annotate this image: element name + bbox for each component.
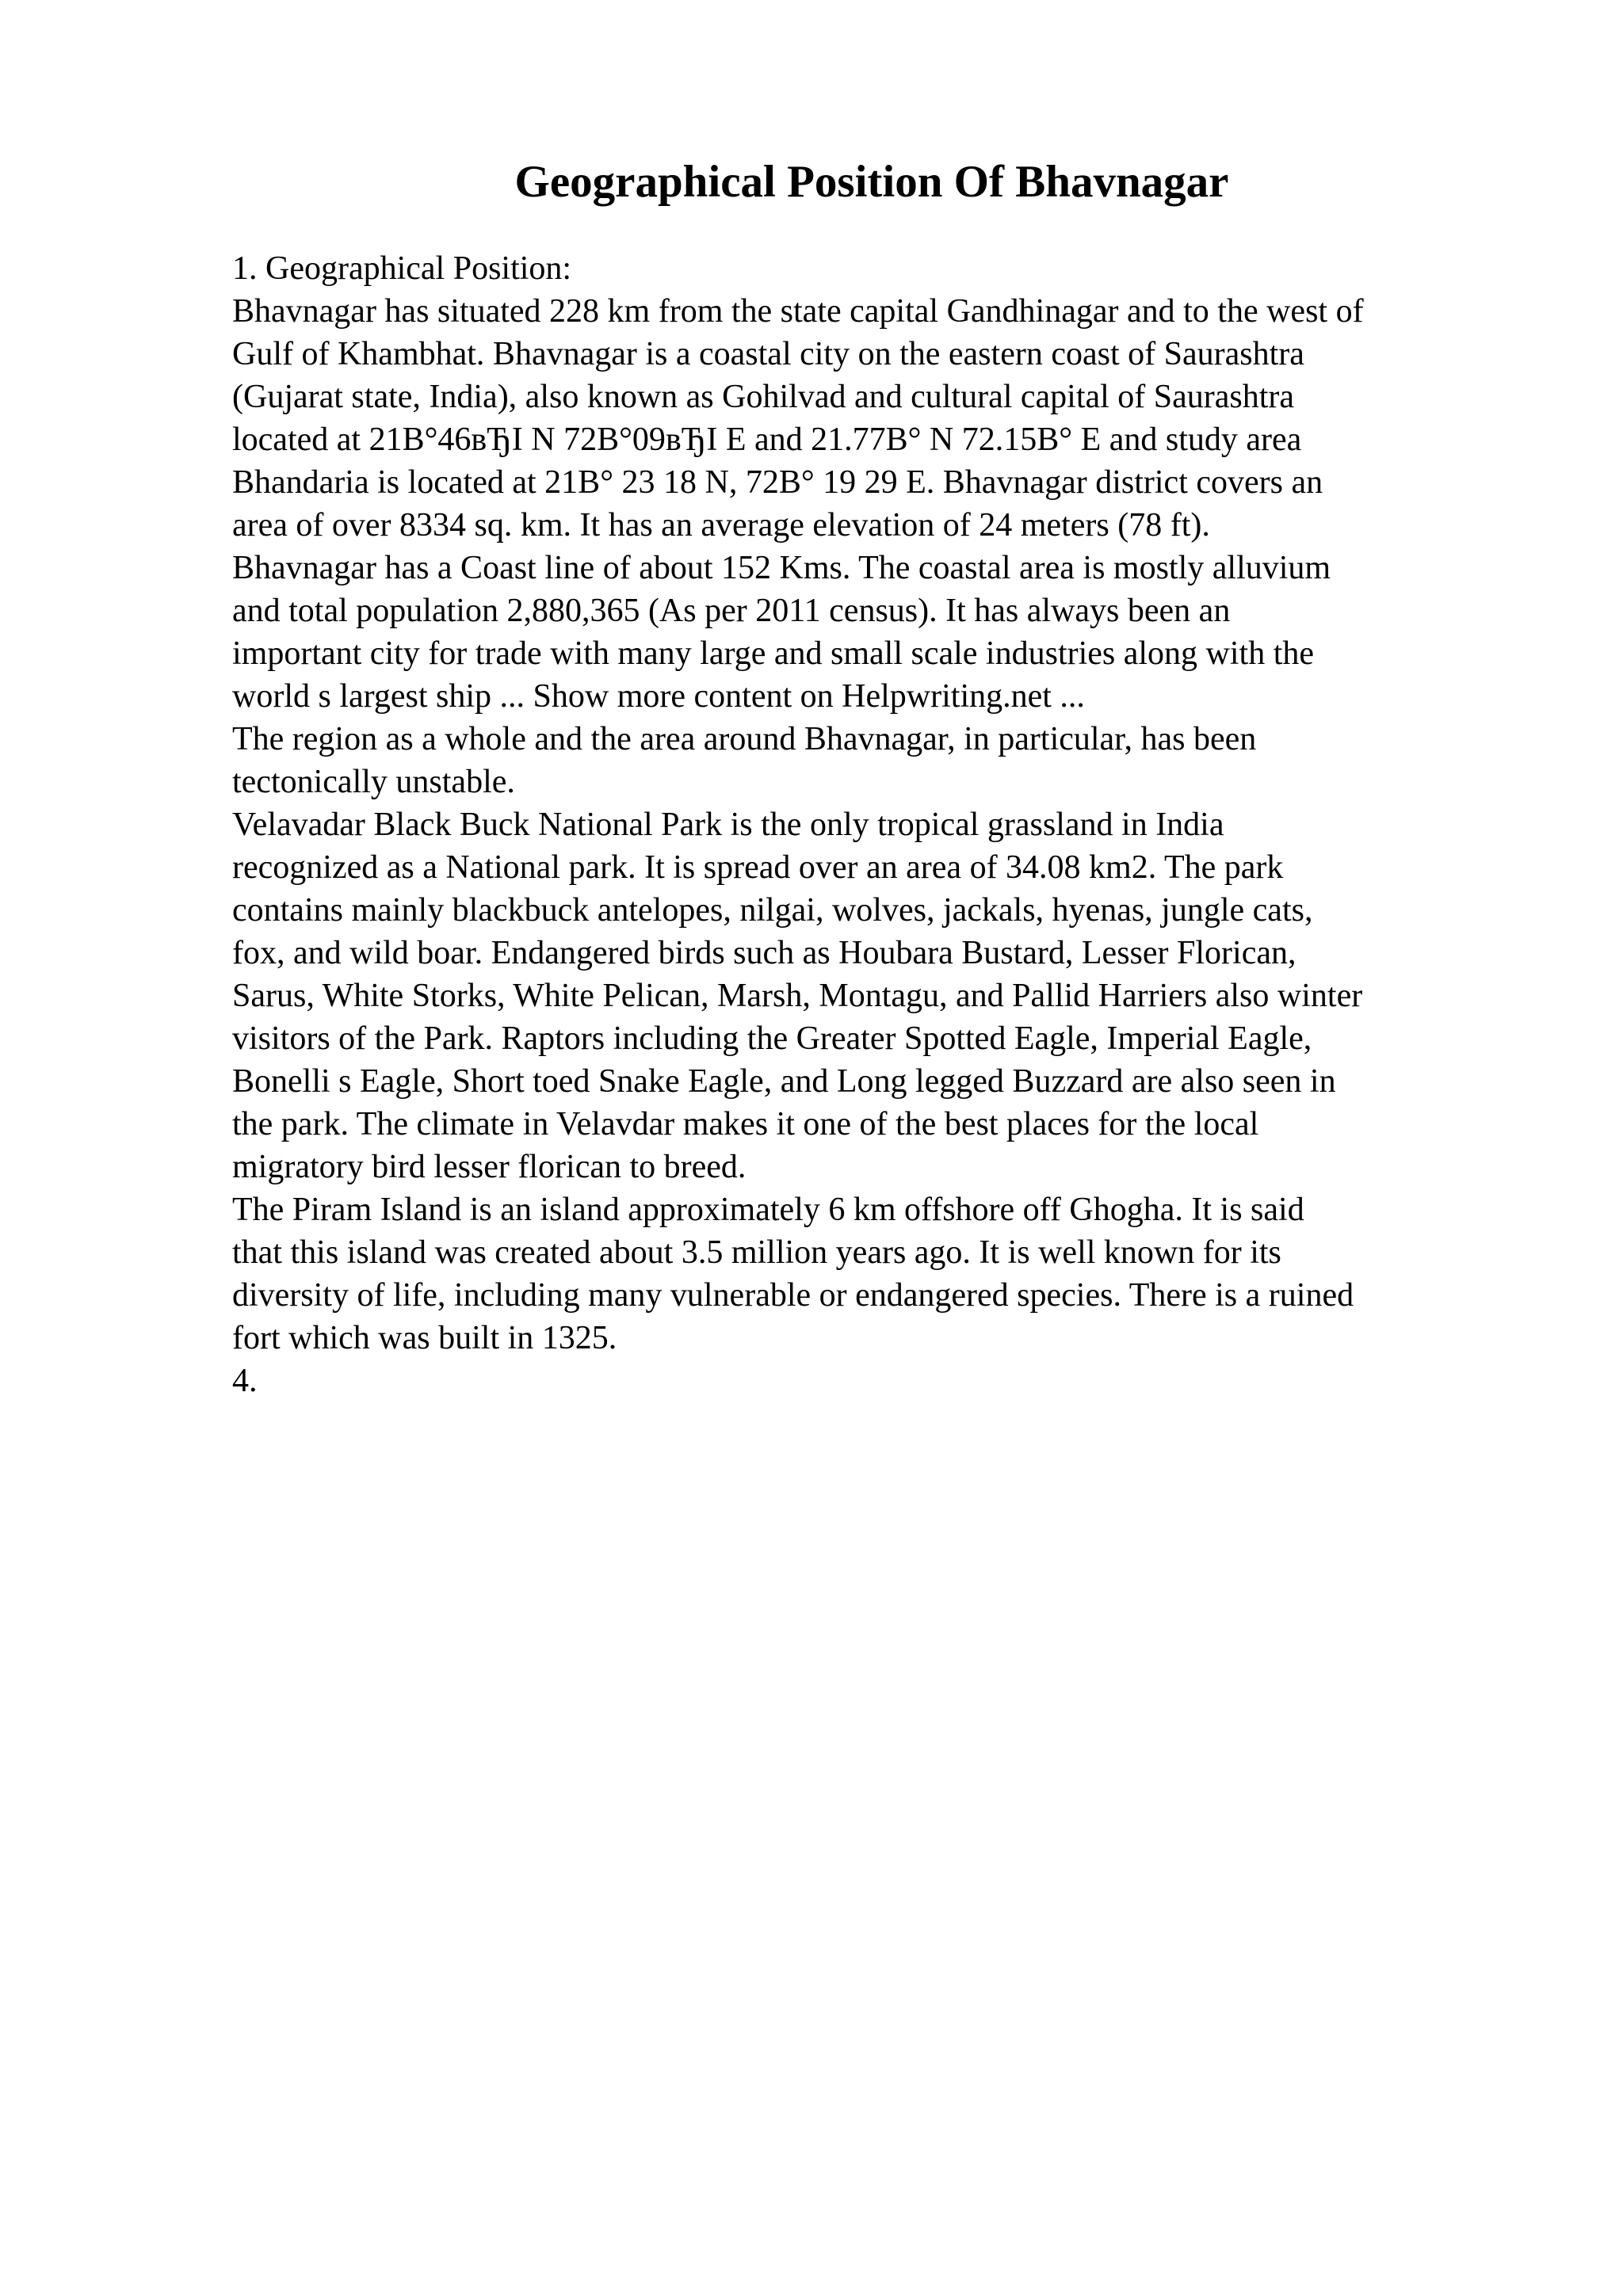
text-line: Bhavnagar has a Coast line of about 152 Kms. The coastal area is mostly alluvium bbox=[232, 550, 1331, 586]
text-line: The region as a whole and the area around Bhavnagar, in particular, has been bbox=[232, 721, 1257, 757]
text-line: (Gujarat state, India), also known as Gohilvad and cultural capital of Saurashtra bbox=[232, 379, 1295, 415]
text-line: that this island was created about 3.5 million years ago. It is well known for its bbox=[232, 1234, 1281, 1271]
text-line: tectonically unstable. bbox=[232, 764, 515, 800]
text-line: Velavadar Black Buck National Park is the only tropical grassland in India bbox=[232, 807, 1224, 843]
text-line: migratory bird lesser florican to breed. bbox=[232, 1149, 747, 1185]
text-line: contains mainly blackbuck antelopes, nilgai, wolves, jackals, hyenas, jungle cats, bbox=[232, 892, 1313, 929]
text-line: fort which was built in 1325. bbox=[232, 1320, 617, 1356]
text-line: and total population 2,880,365 (As per 2011 census). It has always been an bbox=[232, 593, 1231, 629]
text-line: visitors of the Park. Raptors including the Greater Spotted Eagle, Imperial Eagle, bbox=[232, 1020, 1312, 1057]
text-line: diversity of life, including many vulnerable or endangered species. There is a ruined bbox=[232, 1277, 1354, 1314]
text-line: area of over 8334 sq. km. It has an average elevation of 24 meters (78 ft). bbox=[232, 507, 1210, 543]
text-line: recognized as a National park. It is spread over an area of 34.08 km2. The park bbox=[232, 849, 1284, 886]
text-line: world s largest ship ... Show more content on Helpwriting.net ... bbox=[232, 678, 1085, 715]
text-line: Bhandaria is located at 21B° 23 18 N, 72B° 19 29 E. Bhavnagar district covers an bbox=[232, 464, 1323, 501]
text-line: 1. Geographical Position: bbox=[232, 250, 572, 287]
text-line: Sarus, White Storks, White Pelican, Marsh, Montagu, and Pallid Harriers also winter bbox=[232, 978, 1363, 1014]
text-line: located at 21B°46вЂI N 72B°09вЂI E and 21.77B° N 72.15B° E and study area bbox=[232, 421, 1302, 458]
page-title: Geographical Position Of Bhavnagar bbox=[514, 157, 1229, 207]
text-line: fox, and wild boar. Endangered birds such as Houbara Bustard, Lesser Florican, bbox=[232, 935, 1296, 971]
text-line: the park. The climate in Velavdar makes it one of the best places for the local bbox=[232, 1106, 1259, 1142]
text-line: Gulf of Khambhat. Bhavnagar is a coastal city on the eastern coast of Saurashtra bbox=[232, 336, 1304, 372]
text-line: 4. bbox=[232, 1363, 258, 1399]
text-line: important city for trade with many large and small scale industries along with the bbox=[232, 635, 1315, 672]
text-line: The Piram Island is an island approximately 6 km offshore off Ghogha. It is said bbox=[232, 1192, 1304, 1228]
text-line: Bhavnagar has situated 228 km from the state capital Gandhinagar and to the west of bbox=[232, 293, 1364, 330]
text-line: Bonelli s Eagle, Short toed Snake Eagle, and Long legged Buzzard are also seen in bbox=[232, 1063, 1336, 1100]
document-body bbox=[232, 247, 1516, 1402]
